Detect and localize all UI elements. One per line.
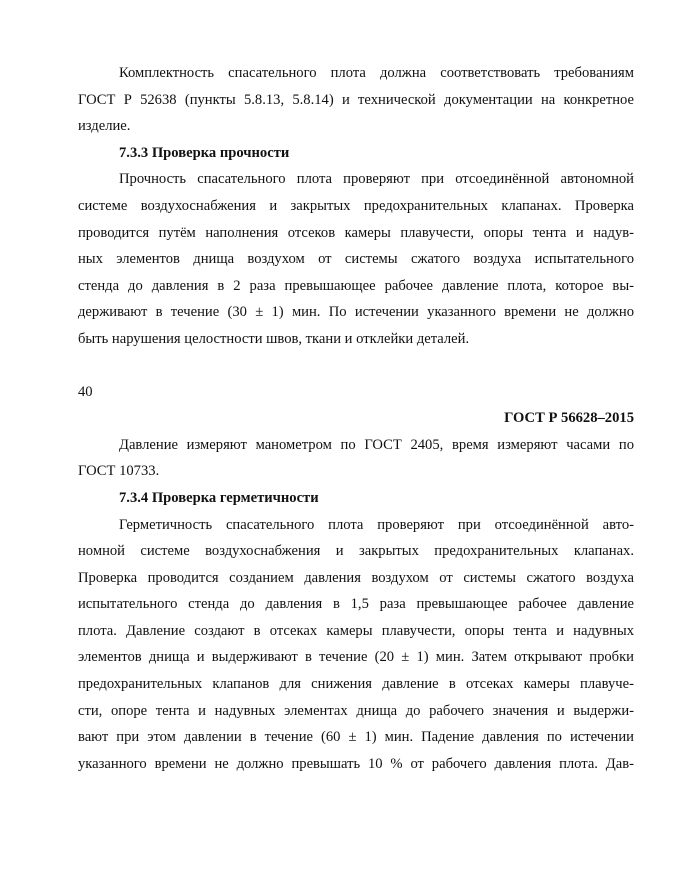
completeness-paragraph-line: изделие. (78, 118, 131, 135)
tightness-paragraph-line: сти, опоре тента и надувных элементах днища до рабочего значения и выдержи- (78, 702, 634, 719)
tightness-paragraph-line: указанного времени не должно превышать 10 % от рабочего давления плота. Дав- (78, 755, 634, 772)
measurement-paragraph-line: ГОСТ 10733. (78, 463, 160, 480)
tightness-paragraph-line: вают при этом давлении в течение (60 ± 1) мин. Падение давления по истечении (78, 729, 634, 746)
section-heading-7-3-4: 7.3.4 Проверка герметичности (119, 489, 319, 506)
strength-paragraph-line: стенда до давления в 2 раза превышающее рабочее давление плота, которое вы- (78, 277, 634, 294)
tightness-paragraph-line: Герметичность спасательного плота проверяют при отсоединённой авто- (119, 516, 634, 533)
tightness-paragraph-line: номной системе воздухоснабжения и закрытых предохранительных клапанах. (78, 543, 634, 560)
tightness-paragraph-line: плота. Давление создают в отсеках камеры плавучести, опоры тента и надувных (78, 622, 634, 639)
completeness-paragraph-line: Комплектность спасательного плота должна соответствовать требованиям (119, 65, 634, 81)
strength-paragraph-line: системе воздухоснабжения и закрытых предохранительных клапанах. Проверка (78, 197, 634, 214)
strength-paragraph-line: проводится путём наполнения отсеков камеры плавучести, опоры тента и надув- (78, 224, 634, 241)
page-number: 40 (78, 383, 93, 400)
document-page (78, 60, 634, 777)
completeness-paragraph-line: ГОСТ Р 52638 (пункты 5.8.13, 5.8.14) и технической документации на конкретное (78, 91, 634, 108)
tightness-paragraph-line: Проверка проводится созданием давления воздухом от системы сжатого воздуха (78, 569, 634, 586)
section-heading-7-3-3: 7.3.3 Проверка прочности (119, 144, 290, 161)
strength-paragraph-line: Прочность спасательного плота проверяют при отсоединённой автономной (119, 171, 634, 188)
strength-paragraph-line: ных элементов днища воздухом от системы сжатого воздуха испытательного (78, 251, 634, 268)
tightness-paragraph-line: предохранительных клапанов для снижения давление в отсеках камеры плавуче- (78, 676, 634, 693)
strength-paragraph-line: быть нарушения целостности швов, ткани и отклейки деталей. (78, 330, 470, 347)
running-header: ГОСТ Р 56628–2015 (504, 410, 634, 427)
strength-paragraph-line: держивают в течение (30 ± 1) мин. По истечении указанного времени не должно (78, 304, 634, 321)
tightness-paragraph-line: элементов днища и выдерживают в течение (20 ± 1) мин. Затем открывают пробки (78, 649, 634, 666)
tightness-paragraph-line: испытательного стенда до давления в 1,5 раза превышающее рабочее давление (78, 596, 634, 613)
measurement-paragraph-line: Давление измеряют манометром по ГОСТ 2405, время измеряют часами по (119, 436, 634, 453)
